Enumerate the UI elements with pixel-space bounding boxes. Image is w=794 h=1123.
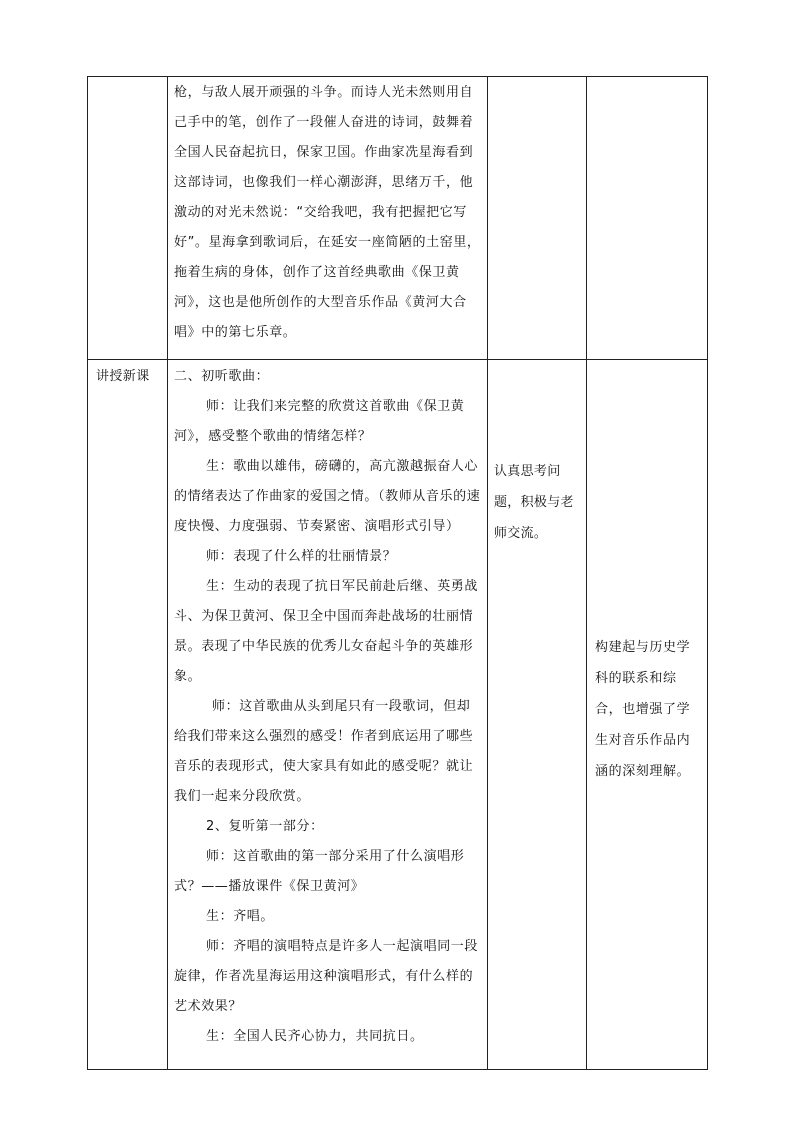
student-activity-text: 认真思考问题，积极与老师交流。	[494, 464, 574, 541]
student-line: 生：齐唱。	[206, 909, 275, 924]
content-heading: 2、复听第一部分：	[206, 819, 324, 834]
student-line: 生：歌曲以雄伟，磅礴的，高亢激越振奋人心的情绪表达了作曲家的爱国之情。（教师从音乐的速度快慢、力度强弱、节奏紧密、演唱形式引导）	[174, 459, 481, 534]
teacher-line: 师：齐唱的演唱特点是许多人一起演唱同一段旋律，作者冼星海运用这种演唱形式，有什么样的艺术效果？	[174, 939, 479, 1014]
design-intent-cell	[587, 77, 708, 360]
content-paragraph: 枪，与敌人展开顽强的斗争。而诗人光未然则用自己手中的笔，创作了一段催人奋进的诗词，鼓舞着全国人民奋起抗日，保家卫国。作曲家冼星海看到这部诗词，也像我们一样心潮澎湃，思绪万千，他激动的对光未然说：“交给我吧，我有把握把它写好”。星海拿到歌词后，在延安一座简陋的土窑里，拖着生病的身体，创作了这首经典歌曲《保卫黄河》，这也是他所创作的大型音乐作品《黄河大合唱》中的第七乐章。	[174, 85, 481, 340]
student-activity-cell	[488, 77, 587, 360]
teacher-line: 师：这首歌曲从头到尾只有一段歌词，但却给我们带来这么强烈的感受！作者到底运用了哪些音乐的表现形式，使大家具有如此的感受呢？就让我们一起来分段欣赏。	[174, 699, 474, 804]
table-row	[88, 360, 708, 1070]
student-line: 生：全国人民齐心协力，共同抗日。	[206, 1029, 424, 1044]
table-row	[88, 77, 708, 360]
lesson-plan-table	[87, 76, 708, 1070]
teaching-content-cell	[168, 77, 488, 360]
section-label-cell: 讲授新课	[88, 360, 168, 1070]
teacher-line: 师：让我们来完整的欣赏这首歌曲《保卫黄河》，感受整个歌曲的情绪怎样？	[174, 399, 465, 444]
teaching-content-cell	[168, 360, 488, 1070]
student-activity-cell	[488, 360, 587, 1070]
design-intent-cell	[587, 360, 708, 1070]
teacher-line: 师：这首歌曲的第一部分采用了什么演唱形式？——播放课件《保卫黄河》	[174, 849, 465, 894]
section-label-cell	[88, 77, 168, 360]
teacher-line: 师：表现了什么样的壮丽情景？	[206, 549, 397, 564]
design-intent-text: 构建起与历史学科的联系和综合，也增强了学生对音乐作品内涵的深刻理解。	[595, 640, 691, 779]
content-heading: 二、初听歌曲：	[174, 369, 270, 384]
student-line: 生：生动的表现了抗日军民前赴后继、英勇战斗、为保卫黄河、保卫全中国而奔赴战场的壮丽情景。表现了中华民族的优秀儿女奋起斗争的英雄形象。	[174, 579, 479, 684]
